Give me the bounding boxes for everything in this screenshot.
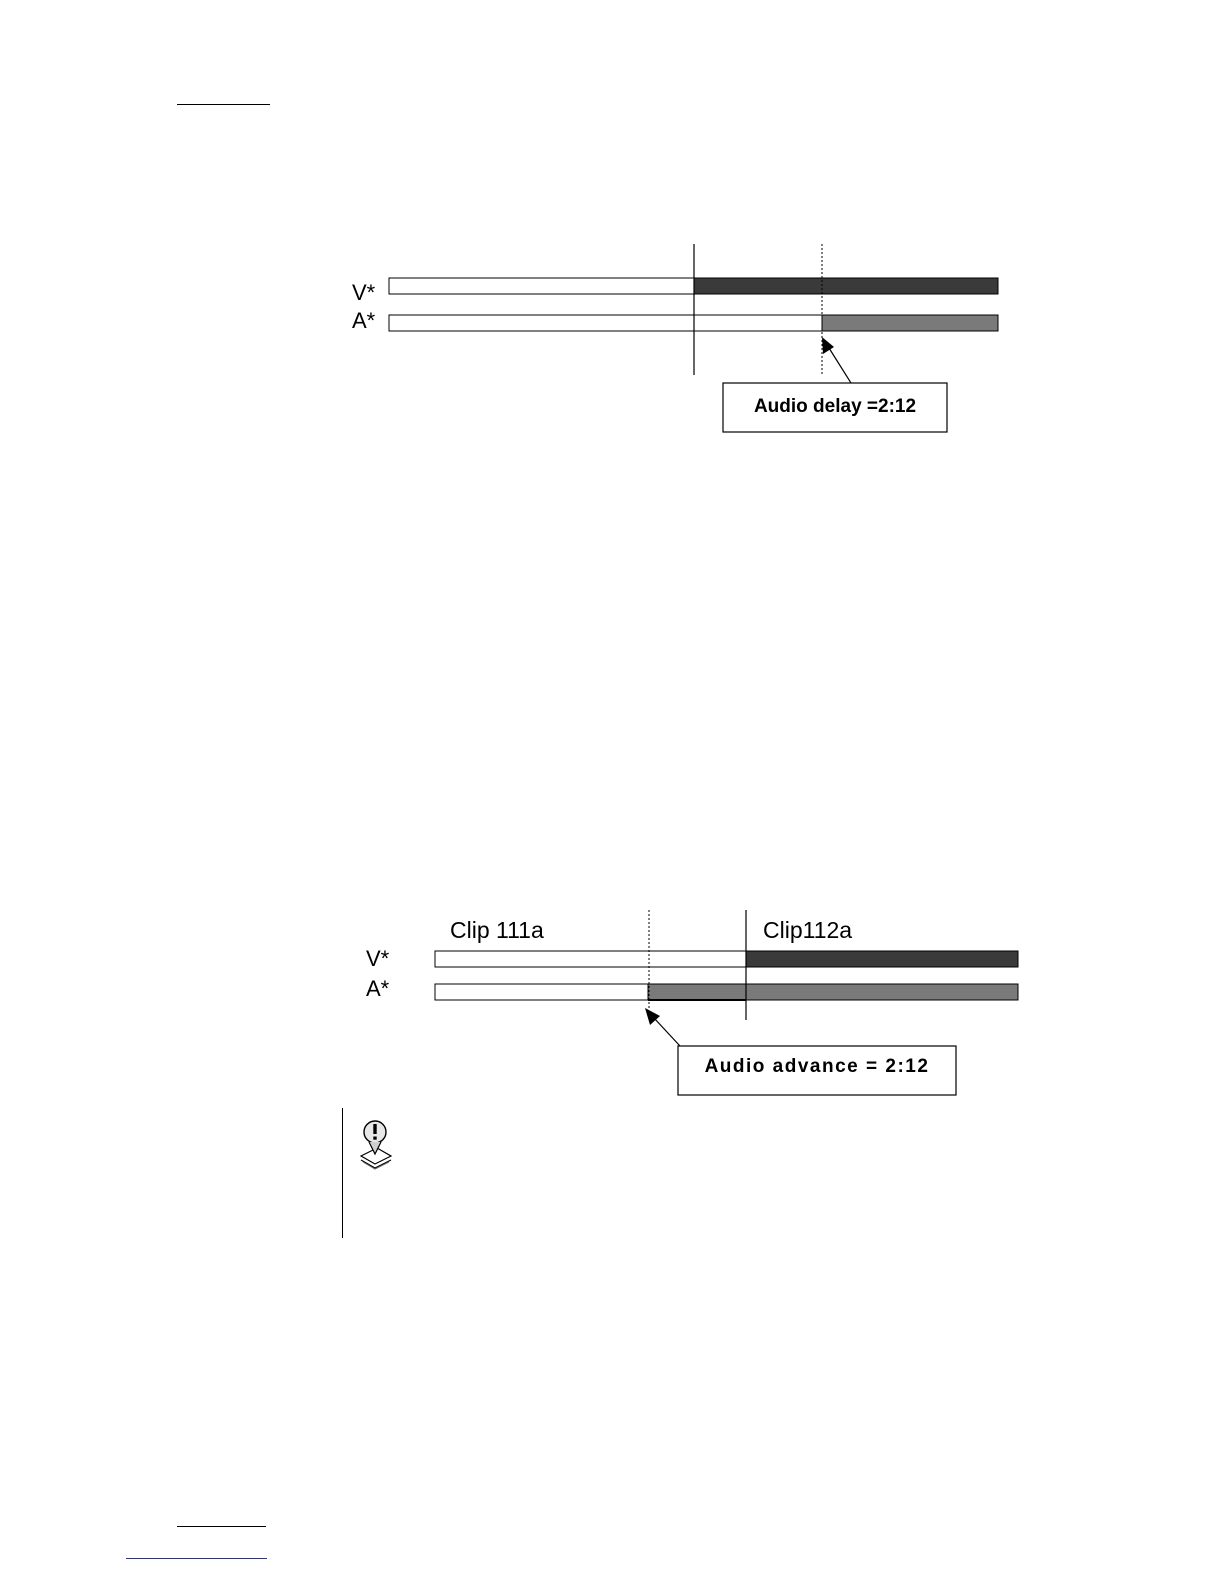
callout-text: Audio advance = 2:12 [704, 1056, 930, 1077]
callout-text: Audio delay =2:12 [753, 396, 917, 417]
audio-track-label: A* [366, 976, 390, 1001]
video-track-clip-left [435, 951, 746, 967]
callout-arrow-line [654, 1018, 680, 1046]
note-bar [342, 1108, 343, 1238]
video-track-label: V* [352, 280, 376, 305]
audio-track-clip-left [435, 984, 648, 1000]
audio-track-label: A* [352, 308, 376, 333]
video-track-clip-right [746, 951, 1018, 967]
audio-track-advance [648, 984, 1018, 1000]
video-track-label: V* [366, 946, 390, 971]
clip-right-label: Clip112a [763, 917, 853, 943]
note-icon [355, 1118, 397, 1172]
clip-left-label: Clip 111a [450, 917, 544, 943]
